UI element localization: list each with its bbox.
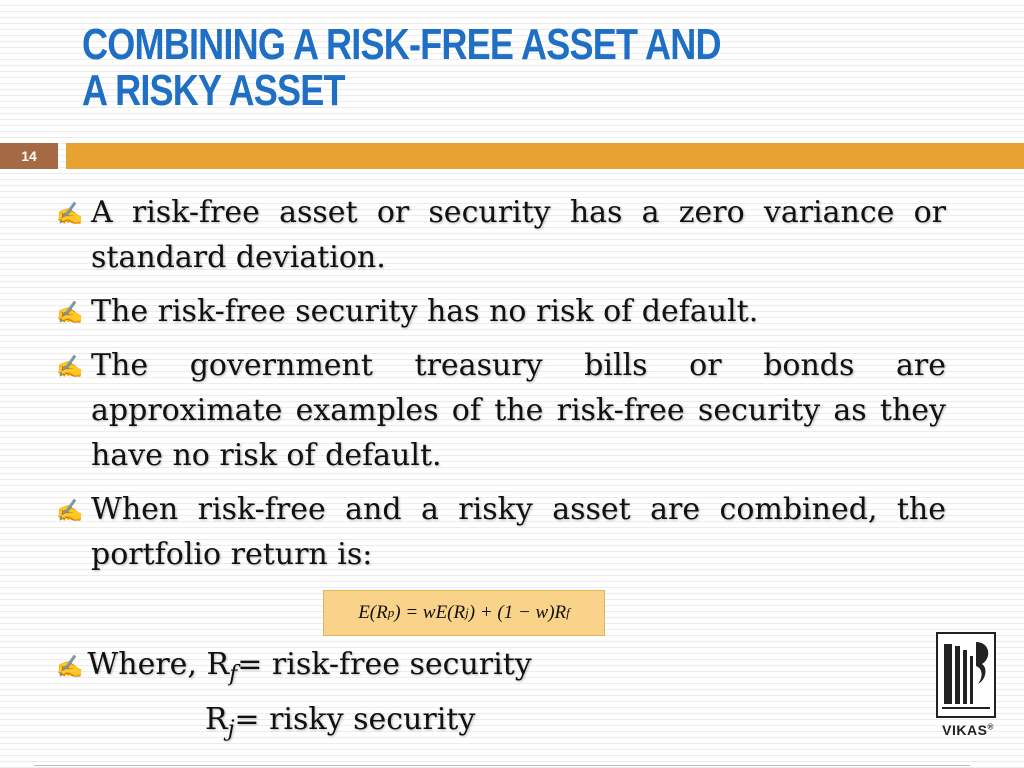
bullet-text: A risk-free asset or security has a zero variance or standard deviation. [91, 195, 946, 275]
definition-rj-sub: j [227, 717, 235, 742]
book-comma-icon [938, 634, 994, 716]
formula-lhs: E(R [358, 602, 388, 623]
definition-prefix: Where, R [87, 647, 230, 682]
logo-name: VIKAS [942, 722, 988, 738]
definition-rf-sub: f [229, 662, 238, 687]
formula-mid-2: ) + (1 − w)R [468, 602, 567, 623]
definition-rj-text: = risky security [234, 702, 476, 737]
publisher-logo [936, 632, 1000, 742]
writing-hand-icon: ✍ [56, 202, 84, 227]
bullet-list [56, 190, 946, 586]
logo-emblem [936, 632, 996, 718]
footer-divider [34, 765, 970, 766]
accent-bar [66, 143, 1024, 169]
bullet-text: When risk-free and a risky asset are combined, the portfolio return is: [91, 492, 946, 572]
bullet-item [56, 289, 946, 334]
portfolio-return-formula [323, 590, 605, 636]
formula-mid-1-sub: j [465, 605, 469, 620]
formula-lhs-sub: p [387, 605, 395, 620]
slide-title-line-1: COMBINING A RISK-FREE ASSET AND [82, 20, 721, 69]
bullet-text: The risk-free security has no risk of default. [91, 294, 759, 329]
bullet-item [56, 487, 946, 577]
definition-rf-text: = risk-free security [237, 647, 532, 682]
registered-mark: ® [987, 722, 994, 732]
bullet-text: The government treasury bills or bonds are approximate examples of the risk-free security as they have no risk of default. [91, 348, 946, 473]
formula-mid-2-sub: f [566, 605, 570, 620]
bullet-item [56, 190, 946, 280]
formula-mid-1: ) = wE(R [394, 602, 466, 623]
slide-title-line-2: A RISKY ASSET [82, 66, 345, 115]
definition-risk-free [56, 645, 532, 695]
slide-number: 14 [0, 143, 58, 169]
bullet-item [56, 343, 946, 478]
definition-rj-prefix: R [205, 702, 228, 737]
writing-hand-icon: ✍ [56, 301, 84, 326]
writing-hand-icon: ✍ [56, 655, 84, 680]
definition-risky [205, 700, 475, 750]
writing-hand-icon: ✍ [56, 499, 84, 524]
slide-title [82, 22, 721, 114]
logo-text [936, 722, 1000, 738]
writing-hand-icon: ✍ [56, 355, 84, 380]
